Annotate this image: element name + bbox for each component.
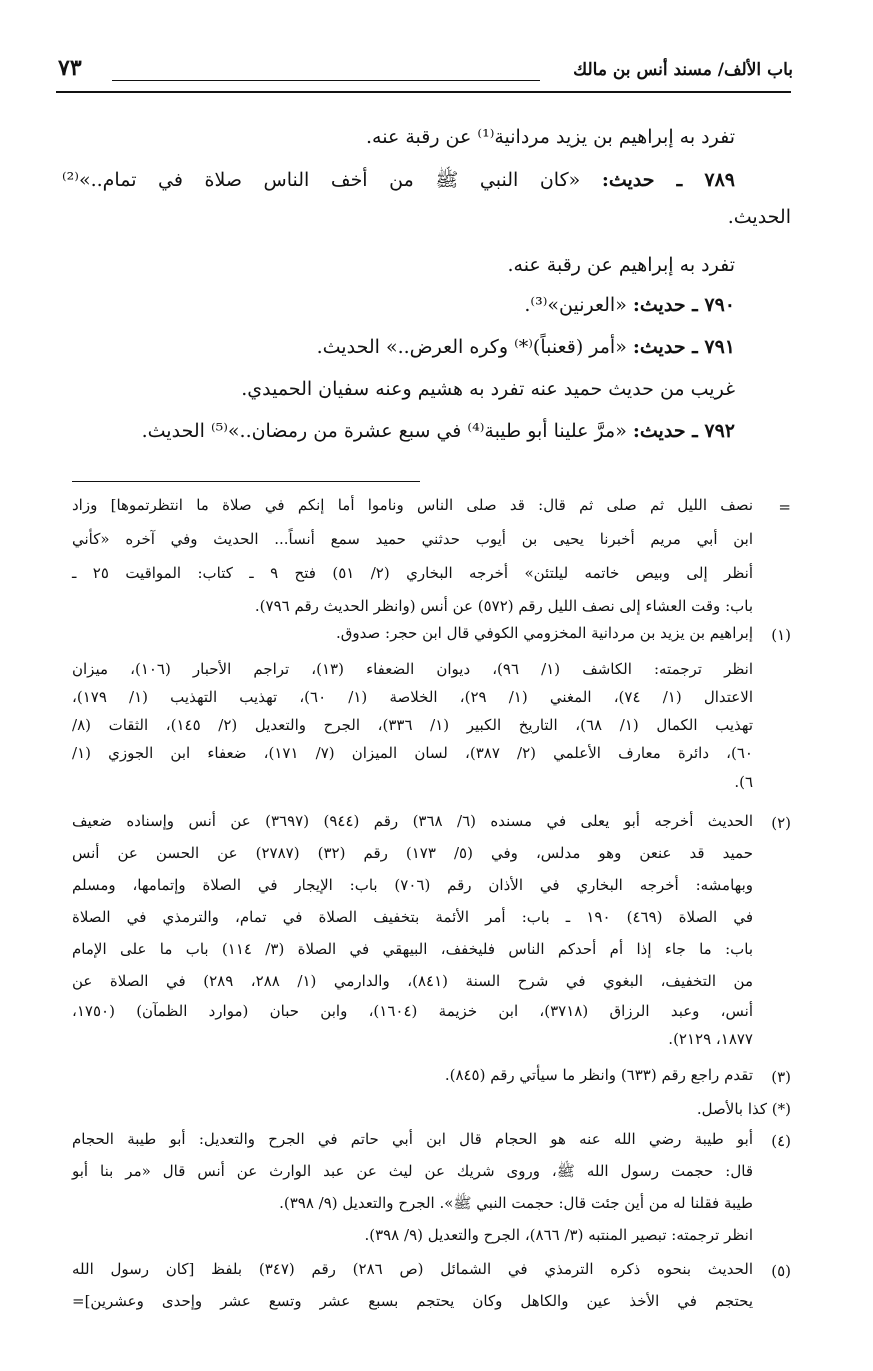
footnote-cont-line: ابن أبي مريم أخبرنا يحيى بن أيوب حدثني حميد سمع أنساً... الحديث وفي آخره «كأني (72, 530, 753, 548)
footnote-2-line: أنس، وعبد الرزاق (٣٧١٨)، ابن خزيمة (١٦٠٤)، وابن حبان (موارد الظمآن) (١٧٥٠، (72, 1002, 753, 1020)
footnote-1-line: الاعتدال (١/ ٧٤)، المغني (١/ ٢٩)، الخلاصة (١/ ٦٠)، تهذيب التهذيب (١/ ١٧٩)، (72, 688, 753, 706)
hadith-791-number: ٧٩١ ـ حديث: (632, 336, 735, 358)
hadith-790-number: ٧٩٠ ـ حديث: (632, 294, 735, 316)
footnote-4-line: طيبة فقلنا له من أين جئت قال: حجمت النبي ﷺ». الجرح والتعديل (٩/ ٣٩٨). (279, 1194, 753, 1212)
footnote-2-line: باب: ما جاء إذا أم أحدكم الناس فليخفف، البيهقي في الصلاة (٣/ ١١٤) باب ما على الإمام (72, 940, 753, 958)
hadith-791-text: «أمر (قعنباً)⁽*⁾ وكره العرض..» الحديث. (316, 336, 627, 358)
footnote-2-line: ١٨٧٧، ٢١٢٩). (668, 1030, 753, 1048)
hadith-790 (524, 294, 735, 316)
running-header-title: باب الألف/ مسند أنس بن مالك (573, 60, 793, 80)
footnote-2-marker: (٢) (771, 814, 791, 832)
hadith-792 (142, 420, 735, 442)
hadith-792-number: ٧٩٢ ـ حديث: (632, 420, 735, 442)
footnote-continuation-mark: = (778, 498, 791, 516)
hadith-790-text: «العرنين»⁽³⁾. (524, 294, 627, 316)
header-rule (56, 91, 791, 93)
footnote-5-line: يحتجم في الأخذ عين والكاهل وكان يحتجم بسبع عشر وتسع عشر وإحدى وعشرين]= (72, 1292, 753, 1310)
footnote-1-marker: (١) (771, 626, 791, 644)
footnote-5-line: الحديث بنحوه ذكره الترمذي في الشمائل (ص ٢٨٦) رقم (٣٤٧) بلفظ [كان رسول الله (72, 1260, 753, 1278)
footnote-cont-line: باب: وقت العشاء إلى نصف الليل رقم (٥٧٢) عن أنس (وانظر الحديث رقم ٧٩٦). (254, 597, 753, 615)
footnote-cont-line: أنظر إلى وبيص خاتمه ليلتئن» أخرجه البخاري (٢/ ٥١) فتح ٩ ـ كتاب: المواقيت ٢٥ ـ (72, 564, 753, 582)
footnote-1-line: انظر ترجمته: الكاشف (١/ ٩٦)، ديوان الضعفاء (١٣)، تراجم الأحبار (١٠٦)، ميزان (72, 660, 753, 678)
footnote-2-line: وبهامشه: أخرجه البخاري في الأذان رقم (٧٠٦) باب: الإيجار في الصلاة وإتمامها، ومسلم (72, 876, 753, 894)
main-line-1: تفرد به إبراهيم بن يزيد مردانية⁽¹⁾ عن رقبة عنه. (366, 126, 735, 148)
footnote-2-line: الحديث أخرجه أبو يعلى في مسنده (٦/ ٣٦٨) رقم (٩٤٤) (٣٦٩٧) عن أنس وإسناده ضعيف (72, 812, 753, 830)
footnote-star: (*) كذا بالأصل. (696, 1100, 791, 1118)
hadith-792-text: «مرَّ علينا أبو طيبة⁽⁴⁾ في سبع عشرة من رمضان..»⁽⁵⁾ الحديث. (141, 420, 627, 442)
footnote-2-line: حميد قد عنعن وهو مدلس، وفي (٥/ ١٧٣) رقم (٣٢) (٢٧٨٧) عن الحسن عن أنس (72, 844, 753, 862)
footnote-3-line: تقدم راجع رقم (٦٣٣) وانظر ما سيأتي رقم (٨٤٥). (444, 1066, 753, 1084)
footnote-1-line: ٦٠)، دائرة معارف الأعلمي (٢/ ٣٨٧)، لسان الميزان (٧/ ١٧١)، ضعفاء ابن الجوزي (١/ (72, 744, 753, 762)
footnote-2-line: في الصلاة (٤٦٩) ١٩٠ ـ باب: أمر الأئمة بتخفيف الصلاة في تمام، والترمذي في الصلاة (72, 908, 753, 926)
footnote-4-marker: (٤) (771, 1132, 791, 1150)
footnote-1-line: إبراهيم بن يزيد بن مردانية المخزومي الكوفي قال ابن حجر: صدوق. (335, 624, 753, 642)
hadith-789 (62, 168, 735, 196)
hadith-789-number: ٧٨٩ ـ حديث: (601, 169, 735, 191)
main-line-7: غريب من حديث حميد عنه تفرد به هشيم وعنه سفيان الحميدي. (241, 378, 735, 400)
main-line-3: الحديث. (727, 206, 791, 228)
hadith-791 (317, 336, 735, 358)
footnote-5-marker: (٥) (771, 1262, 791, 1280)
page-number: ٧٣ (58, 55, 82, 81)
hadith-789-text: «كان النبي ﷺ من أخف الناس صلاة في تمام..»⁽²⁾ (62, 169, 581, 191)
footnote-separator (72, 481, 420, 482)
footnote-4-line: انظر ترجمته: تبصير المنتبه (٣/ ٨٦٦)، الجرح والتعديل (٩/ ٣٩٨). (364, 1226, 753, 1244)
main-line-4: تفرد به إبراهيم عن رقبة عنه. (507, 254, 735, 276)
footnote-2-line: من التخفيف، البغوي في شرح السنة (٨٤١)، والدارمي (١/ ٢٨٨، ٢٨٩) في الصلاة عن (72, 972, 754, 990)
footnote-3-marker: (٣) (771, 1068, 791, 1086)
header-leader-line (112, 80, 540, 81)
footnote-4-line: أبو طيبة رضي الله عنه هو الحجام قال ابن أبي حاتم في الجرح والتعديل: أبو طيبة الحجام (72, 1130, 753, 1148)
footnote-1-line: ٦). (734, 773, 753, 791)
footnote-4-line: قال: حجمت رسول الله ﷺ، وروى شريك عن ليث عن عبد الوارث عن أنس قال «مر بنا أبو (72, 1162, 753, 1180)
footnote-cont-line: نصف الليل ثم صلى ثم قال: قد صلى الناس وناموا أما إنكم في صلاة ما انتظرتموها] وزاد (72, 496, 753, 514)
footnote-1-line: تهذيب الكمال (١/ ٦٨)، التاريخ الكبير (١/ ٣٣٦)، الجرح والتعديل (٢/ ١٤٥)، الثقات (٨/ (72, 716, 754, 734)
